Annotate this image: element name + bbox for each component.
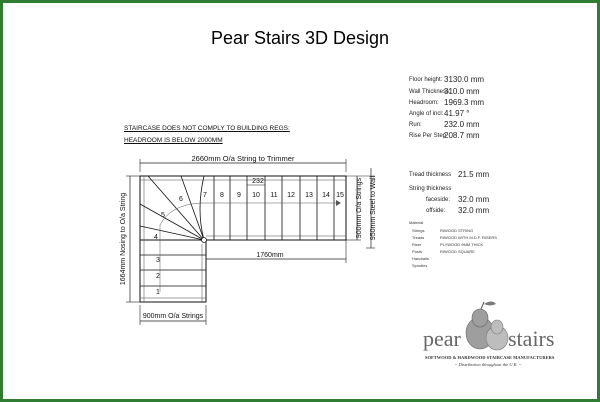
faceside-label: faceside: — [426, 197, 451, 203]
spec-run-value: 232.0 mm — [444, 120, 480, 129]
logo-subline: ~ Distribution throughout the U.K. ~ — [455, 362, 522, 367]
step-number: 11 — [270, 192, 278, 199]
dim-left-label: 1664mm Nosing to O/a String — [120, 192, 127, 286]
pear-leaf — [484, 302, 496, 306]
material-row-label: Spindles — [412, 263, 428, 268]
offside-label: offside: — [426, 208, 446, 214]
pear-logo-icon — [466, 302, 508, 351]
faceside-value: 32.0 mm — [458, 195, 490, 204]
pear-stem — [481, 302, 484, 309]
regs-warning-line2: HEADROOM IS BELOW 2000MM — [124, 137, 223, 144]
step-number: 14 — [322, 192, 330, 199]
dim-bottom-label: 900mm O/a Strings — [142, 313, 204, 320]
newel-post — [202, 238, 207, 243]
walking-line-arrow — [336, 200, 341, 206]
offside-value: 32.0 mm — [458, 206, 490, 215]
logo-brand-left: pear — [423, 326, 461, 351]
logo-brand-right: stairs — [508, 326, 555, 351]
material-heading: Material — [409, 220, 424, 225]
spec-wall-thickness-label: Wall Thickness: — [409, 89, 451, 95]
run-dim-label: 232 — [252, 178, 264, 185]
winder-line — [140, 226, 204, 240]
spec-wall-thickness-value: 310.0 mm — [444, 87, 480, 96]
step-number: 7 — [203, 192, 207, 199]
step-number: 1 — [156, 289, 160, 296]
lower-flight-outline — [140, 240, 206, 302]
step-number: 13 — [305, 192, 313, 199]
spec-floor-height-label: Floor height: — [409, 77, 443, 83]
tread-thickness-label: Tread thickness — [409, 172, 452, 178]
tread-thickness-value: 21.5 mm — [458, 170, 490, 179]
string-thickness-label: String thickness — [409, 186, 452, 192]
winder-line — [181, 176, 204, 240]
step-number: 6 — [179, 196, 183, 203]
material-row-value: RIWOOD SQUARE — [440, 249, 475, 254]
step-number: 8 — [220, 192, 224, 199]
dim-right-inner-label: 900mm O/a Strings — [356, 177, 363, 239]
step-number: 15 — [336, 192, 344, 199]
regs-warning-line1: STAIRCASE DOES NOT COMPLY TO BUILDING REGS: — [124, 125, 290, 132]
step-number: 9 — [237, 192, 241, 199]
spec-headroom-label: Headroom: — [409, 100, 439, 106]
step-number: 2 — [156, 273, 160, 280]
step-number: 4 — [154, 234, 158, 241]
page-title: Pear Stairs 3D Design — [210, 28, 390, 48]
dim-mid-label: 1760mm — [256, 252, 284, 259]
spec-floor-height-value: 3130.0 mm — [444, 75, 485, 84]
material-row-label: Handrails — [412, 256, 429, 261]
step-number: 10 — [252, 192, 260, 199]
logo-tagline: SOFTWOOD & HARDWOOD STAIRCASE MANUFACTURERS — [425, 355, 555, 360]
material-row-value: RIWOOD STRING — [440, 228, 474, 233]
spec-angle-label: Angle of incl: — [409, 111, 444, 117]
winder-line — [148, 176, 204, 240]
step-number: 12 — [287, 192, 295, 199]
material-row-label: Riser — [412, 242, 422, 247]
material-row-value: RIWOOD WITH M.D.F. RISERS — [440, 235, 497, 240]
spec-angle-value: 41.97 ° — [444, 109, 470, 118]
spec-headroom-value: 1969.3 mm — [444, 98, 485, 107]
walking-line — [160, 203, 336, 292]
step-number: 5 — [161, 212, 165, 219]
dim-right-outer-label: 950mm Steel to Wall — [370, 175, 377, 241]
spec-rise-label: Rise Per Step — [409, 133, 447, 139]
material-row-label: Treads — [412, 235, 425, 240]
pear-shape — [491, 320, 503, 334]
spec-rise-value: 208.7 mm — [444, 131, 480, 140]
pear-shape — [472, 309, 488, 327]
dim-top-label: 2660mm O/a String to Trimmer — [191, 154, 295, 163]
material-row-value: PLYWOOD 9MM THICK — [440, 242, 484, 247]
material-row-label: Posts — [412, 249, 423, 254]
step-number: 3 — [156, 257, 160, 264]
upper-flight-outline — [140, 176, 346, 240]
spec-run-label: Run: — [409, 122, 422, 128]
material-row-label: Strings — [412, 228, 425, 233]
winder-line — [140, 204, 204, 240]
